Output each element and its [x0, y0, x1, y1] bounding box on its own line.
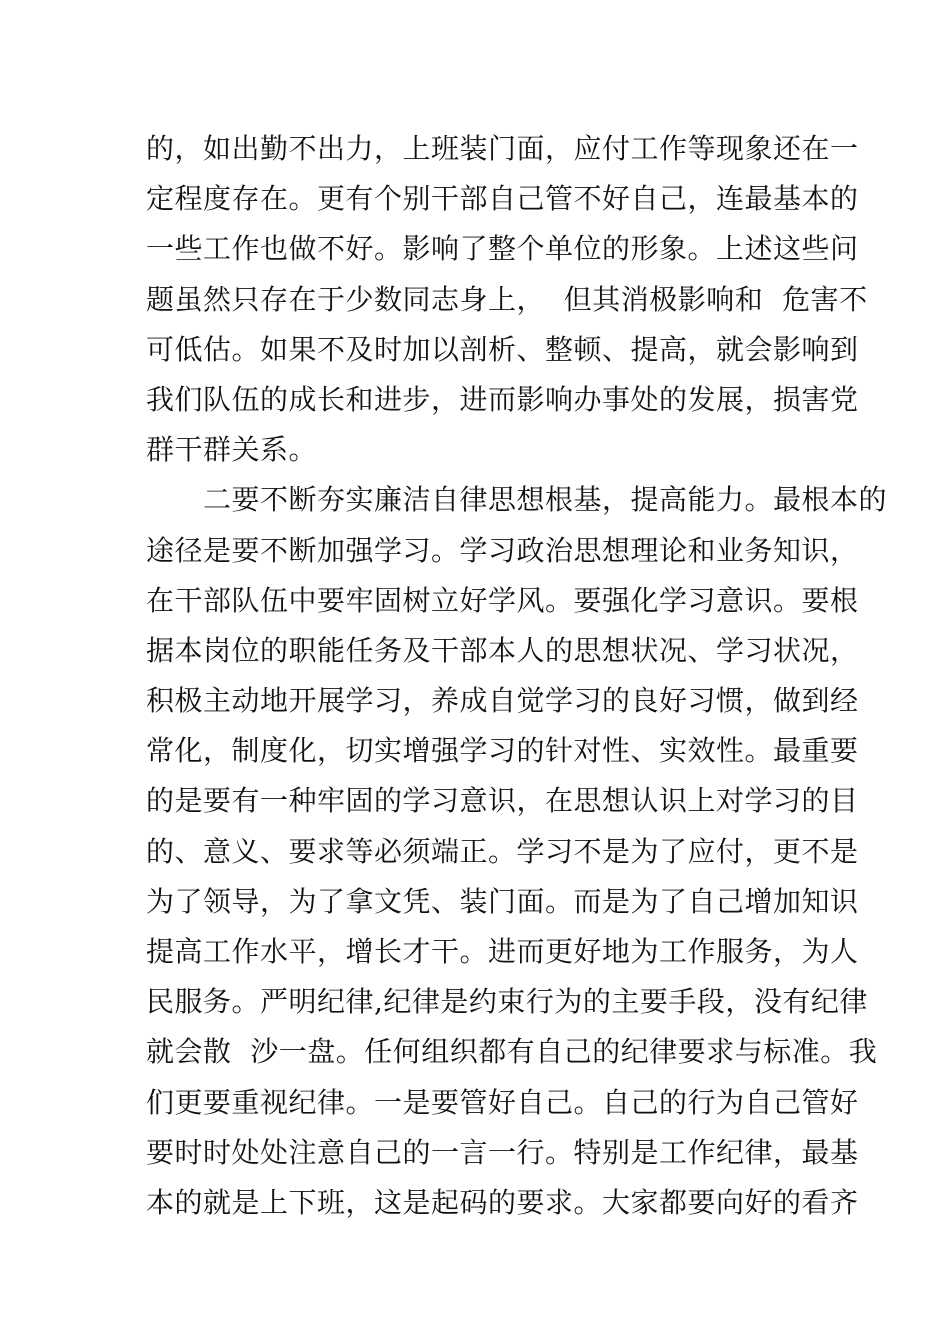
body-text — [146, 124, 888, 1278]
text-line — [146, 1228, 811, 1278]
text-line: 途径是要不断加强学习。学习政治思想理论和业务知识， — [146, 533, 859, 567]
text-line: 的，如出勤不出力，上班装门面，应付工作等现象还在一 — [146, 132, 859, 165]
text-line: 我们队伍的成长和进步，进而影响办事处的发展，损害党 — [146, 382, 859, 416]
text-line: 本的就是上下班，这是起码的要求。大家都要向好的看齐 — [146, 1185, 859, 1219]
text-line: 一些工作也做不好。影响了整个单位的形象。上述这些问 — [146, 232, 859, 266]
paragraph — [146, 124, 868, 475]
paragraph — [146, 475, 888, 1278]
text-line: 的、意义、要求等必须端正。学习不是为了应付，更不是 — [146, 834, 859, 868]
text-line: 积极主动地开展学习，养成自觉学习的良好习惯，做到经 — [146, 684, 859, 718]
text-line: 为了领导，为了拿文凭、装门面。而是为了自己增加知识 — [146, 884, 859, 918]
text-line: 提高工作水平，增长才干。进而更好地为工作服务，为人 — [146, 935, 859, 968]
text-line: 群干群关系。 — [146, 433, 318, 467]
text-line: 要时时处处注意自己的一言一行。特别是工作纪律，最基 — [146, 1135, 859, 1169]
text-line: 二要不断夯实廉洁自律思想根基，提高能力。最根本的 — [146, 483, 888, 517]
text-line: 们更要重视纪律。一是要管好自己。自己的行为自己管好 — [146, 1085, 859, 1119]
text-line: 据本岗位的职能任务及干部本人的思想状况、学习状况， — [146, 633, 859, 667]
text-line: 可低估。如果不及时加以剖析、整顿、提高，就会影响到 — [146, 332, 859, 366]
text-line: 的是要有一种牢固的学习意识，在思想认识上对学习的目 — [146, 784, 859, 818]
text-line: 题虽然只存在于少数同志身上， 但其消极影响和 危害不 — [146, 282, 868, 316]
text-line: 在干部队伍中要牢固树立好学风。要强化学习意识。要根 — [146, 583, 859, 617]
text-line: 民服务。严明纪律,纪律是约束行为的主要手段，没有纪律 — [146, 985, 868, 1019]
text-line: 常化，制度化，切实增强学习的针对性、实效性。最重要 — [146, 734, 859, 768]
text-line: 就会散 沙一盘。任何组织都有自己的纪律要求与标准。我 — [146, 1035, 878, 1069]
text-line: 定程度存在。更有个别干部自己管不好自己，连最基本的 — [146, 182, 859, 216]
